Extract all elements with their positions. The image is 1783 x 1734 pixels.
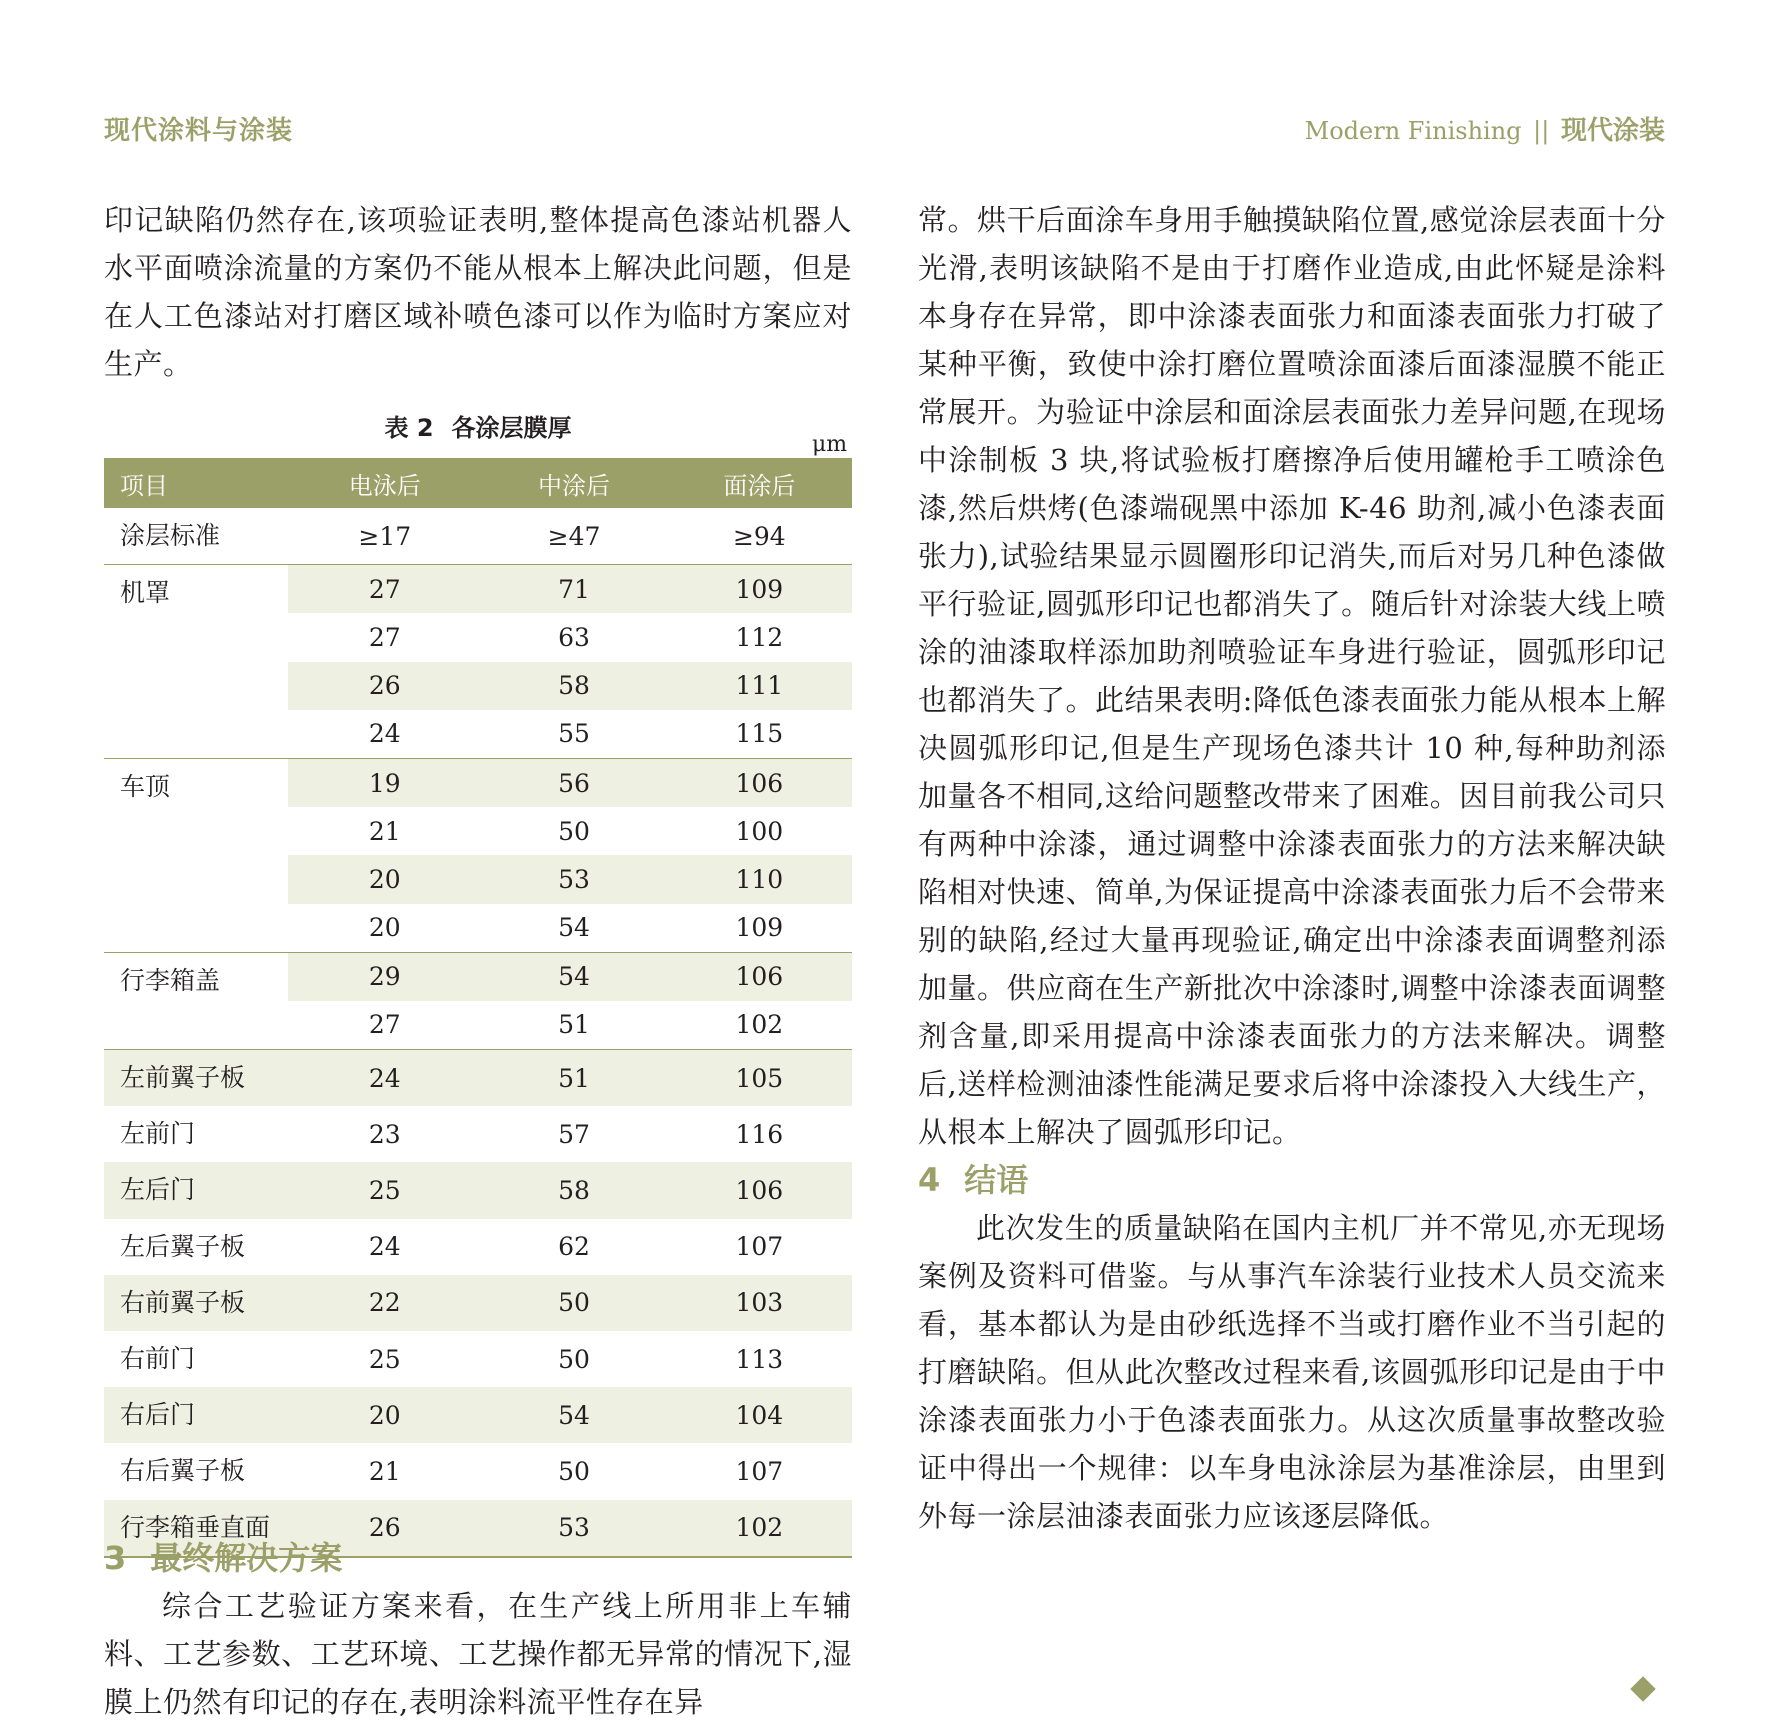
table-row xyxy=(104,1275,852,1331)
cell: 54 xyxy=(481,1387,666,1443)
cell: 53 xyxy=(481,855,666,903)
section-4-paragraph: 此次发生的质量缺陷在国内主机厂并不常见,亦无现场案例及资料可借鉴。与从事汽车涂装行业技术人员交流来看，基本都认为是由砂纸选择不当或打磨作业不当引起的打磨缺陷。但从此次整改过程来看,该圆弧形印记是由于中涂漆表面张力小于色漆表面张力。从这次质量事故整改验证中得出一个规律：以车身电泳涂层为基准涂层，由里到外每一涂层油漆表面张力应该逐层降低。 xyxy=(918,1211,1666,1533)
cell: 109 xyxy=(735,913,784,943)
header-primer: 中涂后 xyxy=(481,458,666,508)
right-paragraph-1: 常。烘干后面涂车身用手触摸缺陷位置,感觉涂层表面十分光滑,表明该缺陷不是由于打磨作业造成,由此怀疑是涂料本身存在异常，即中涂漆表面张力和面漆表面张力打破了某种平衡，致使中涂打磨位置喷涂面漆后面漆湿膜不能正常展开。为验证中涂层和面涂层表面张力差异问题,在现场中涂制板 3 块,将试验板打磨擦净后使用罐枪手工喷涂色漆,然后烘烤(色漆端砚黑中添加 K-46 助剂,减小色漆表面张力),试验结果显示圆圈形印记消失,而后对另几种色漆做平行验证,圆弧形印记也都消失了。随后针对涂装大线上喷涂的油漆取样添加助剂喷验证车身进行验证，圆弧形印记也都消失了。此结果表明:降低色漆表面张力能从根本上解决圆弧形印记,但是生产现场色漆共计 10 种,每种助剂添加量各不相同,这给问题整改带来了困难。因目前我公司只有两种中涂漆，通过调整中涂漆表面张力的方法来解决缺陷相对快速、简单,为保证提高中涂漆表面张力后不会带来别的缺陷,经过大量再现验证,确定出中涂漆表面调整剂添加量。供应商在生产新批次中涂漆时,调整中涂漆表面调整剂含量,即采用提高中涂漆表面张力的方法来解决。调整后,送样检测油漆性能满足要求后将中涂漆投入大线生产，从根本上解决了圆弧形印记。 xyxy=(918,203,1666,1149)
cell: 54 xyxy=(481,952,666,1001)
cell: 19 xyxy=(288,758,481,807)
cell: 110 xyxy=(667,855,852,903)
cell: 21 xyxy=(368,816,401,846)
section-3-number: 3 xyxy=(104,1539,127,1577)
section-3-title: 最终解决方案 xyxy=(150,1539,343,1577)
row-label: 涂层标准 xyxy=(104,508,288,565)
cell: 115 xyxy=(735,719,784,749)
cell: 105 xyxy=(667,1050,852,1107)
cell: 104 xyxy=(667,1387,852,1443)
cell: 50 xyxy=(558,816,590,846)
section-3-heading xyxy=(104,1534,852,1582)
cell: 54 xyxy=(558,913,590,943)
row-label: 车顶 xyxy=(104,758,288,952)
cell: ≥47 xyxy=(547,521,601,551)
table-row xyxy=(104,1219,852,1275)
cell: 63 xyxy=(558,622,590,652)
cell: 29 xyxy=(288,952,481,1001)
coating-thickness-table xyxy=(104,458,852,1558)
row-label: 左前门 xyxy=(104,1106,288,1162)
row-label: 右前门 xyxy=(104,1331,288,1387)
table-title: 各涂层膜厚 xyxy=(451,414,572,442)
cell: 112 xyxy=(735,622,784,652)
table-row xyxy=(104,1106,852,1162)
cell: 24 xyxy=(368,719,401,749)
cell: 107 xyxy=(735,1456,784,1486)
cell: 106 xyxy=(667,952,852,1001)
section-3 xyxy=(104,1534,852,1726)
cell: 62 xyxy=(558,1232,590,1262)
journal-title-left: 现代涂料与涂装 xyxy=(104,116,294,146)
table-caption xyxy=(104,408,852,443)
section-3-paragraph: 综合工艺验证方案来看，在生产线上所用非上车辅料、工艺参数、工艺环境、工艺操作都无异常的情况下,湿膜上仍然有印记的存在,表明涂料流平性存在异 xyxy=(104,1589,852,1719)
table-row xyxy=(104,758,852,807)
end-mark-diamond-icon xyxy=(1630,1676,1655,1701)
cell: 24 xyxy=(368,1232,401,1262)
journal-chinese-name: 现代涂装 xyxy=(1560,116,1665,146)
header-topcoat: 面涂后 xyxy=(667,458,852,508)
row-label: 机罩 xyxy=(104,565,288,759)
cell: 20 xyxy=(288,1387,481,1443)
cell: 27 xyxy=(368,1010,401,1040)
section-4-title: 结语 xyxy=(964,1161,1029,1199)
journal-title-right xyxy=(1305,110,1665,147)
table-row xyxy=(104,565,852,614)
cell: 51 xyxy=(481,1050,666,1107)
cell: 27 xyxy=(288,565,481,614)
cell: 57 xyxy=(558,1119,590,1149)
cell: 107 xyxy=(735,1232,784,1262)
section-4-number: 4 xyxy=(918,1161,941,1199)
header-separator: || xyxy=(1533,117,1550,145)
cell: 103 xyxy=(667,1275,852,1331)
row-label: 右后门 xyxy=(104,1387,288,1443)
cell: 55 xyxy=(558,719,590,749)
cell: ≥17 xyxy=(358,521,412,551)
cell: 26 xyxy=(288,1500,481,1557)
table-row xyxy=(104,1162,852,1218)
journal-english-name: Modern Finishing xyxy=(1304,117,1522,145)
cell: 56 xyxy=(481,758,666,807)
cell: 58 xyxy=(481,1162,666,1218)
cell: 21 xyxy=(368,1456,401,1486)
cell: 109 xyxy=(667,565,852,614)
table-row xyxy=(104,1387,852,1443)
section-4-heading xyxy=(918,1156,1666,1204)
cell: 25 xyxy=(288,1162,481,1218)
cell: 26 xyxy=(288,662,481,710)
left-column-top xyxy=(104,196,852,388)
cell: ≥94 xyxy=(732,521,786,551)
cell: 50 xyxy=(558,1344,590,1374)
table-row xyxy=(104,1443,852,1499)
row-label: 右前翼子板 xyxy=(104,1275,288,1331)
cell: 58 xyxy=(481,662,666,710)
cell: 53 xyxy=(481,1500,666,1557)
table-row xyxy=(104,1331,852,1387)
cell: 23 xyxy=(368,1119,401,1149)
row-label: 行李箱盖 xyxy=(104,952,288,1049)
cell: 111 xyxy=(667,662,852,710)
row-label: 左前翼子板 xyxy=(104,1050,288,1107)
right-column xyxy=(918,196,1666,1540)
cell: 20 xyxy=(368,913,401,943)
cell: 50 xyxy=(481,1275,666,1331)
row-label: 右后翼子板 xyxy=(104,1443,288,1499)
table-row-standard xyxy=(104,508,852,565)
row-label: 左后门 xyxy=(104,1162,288,1218)
cell: 24 xyxy=(288,1050,481,1107)
cell: 102 xyxy=(735,1010,784,1040)
cell: 51 xyxy=(558,1010,590,1040)
table-number: 表 2 xyxy=(384,414,434,442)
cell: 116 xyxy=(735,1119,784,1149)
cell: 25 xyxy=(368,1344,401,1374)
cell: 22 xyxy=(288,1275,481,1331)
cell: 27 xyxy=(368,622,401,652)
table-row xyxy=(104,952,852,1001)
cell: 102 xyxy=(667,1500,852,1557)
row-label: 行李箱垂直面 xyxy=(104,1500,288,1557)
cell: 113 xyxy=(735,1344,784,1374)
cell: 106 xyxy=(667,758,852,807)
table-header-row xyxy=(104,458,852,508)
header-item: 项目 xyxy=(104,458,288,508)
header-electrocoat: 电泳后 xyxy=(288,458,481,508)
cell: 106 xyxy=(667,1162,852,1218)
cell: 50 xyxy=(558,1456,590,1486)
intro-paragraph: 印记缺陷仍然存在,该项验证表明,整体提高色漆站机器人水平面喷涂流量的方案仍不能从根本上解决此问题，但是在人工色漆站对打磨区域补喷色漆可以作为临时方案应对生产。 xyxy=(104,203,852,381)
table-row xyxy=(104,1050,852,1107)
row-label: 左后翼子板 xyxy=(104,1219,288,1275)
table-unit: μm xyxy=(812,432,848,457)
cell: 71 xyxy=(481,565,666,614)
cell: 20 xyxy=(288,855,481,903)
cell: 100 xyxy=(735,816,784,846)
